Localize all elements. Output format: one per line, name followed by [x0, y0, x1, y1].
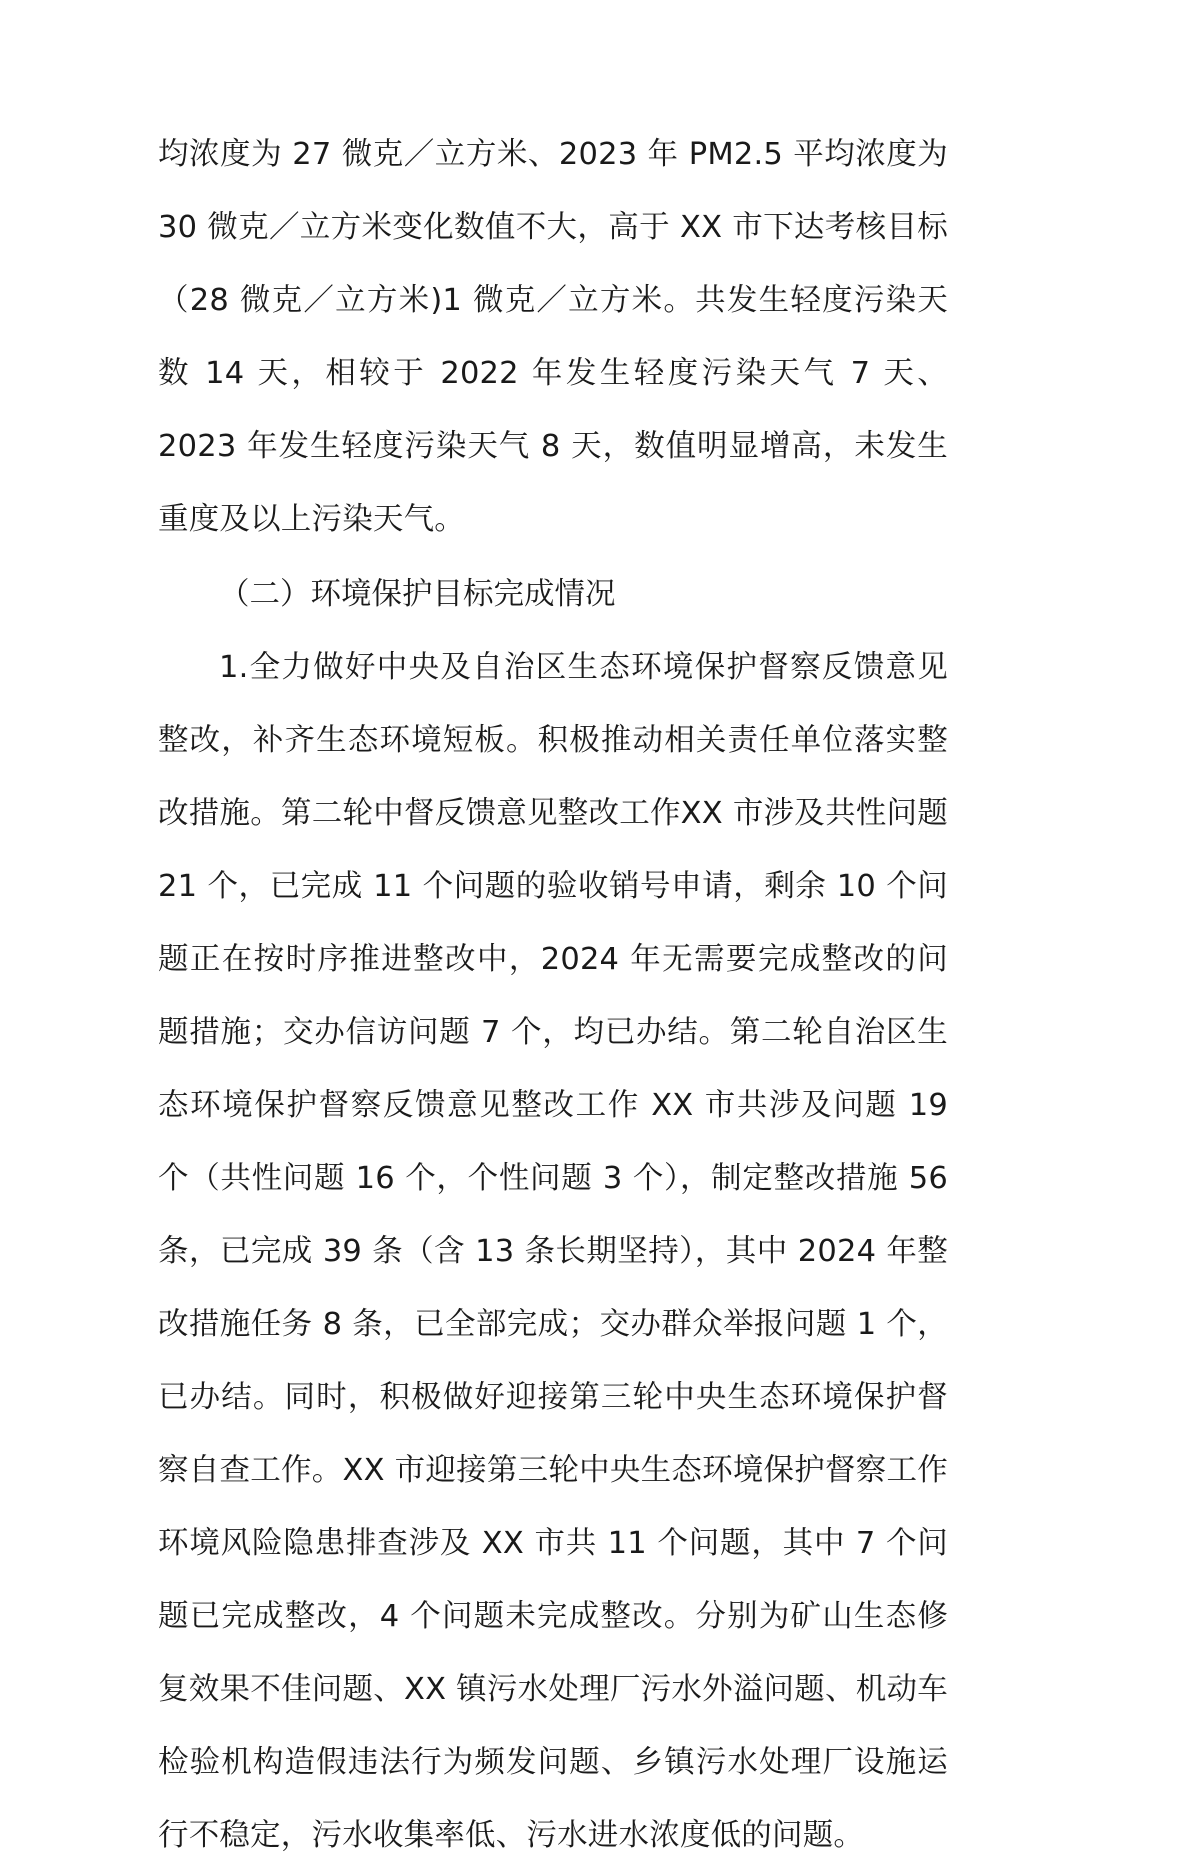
- section-heading-two: （二）环境保护目标完成情况: [219, 577, 616, 612]
- paragraph-item-one: 1.全力做好中央及自治区生态环境保护督察反馈意见整改，补齐生态环境短板。积极推动相关责任单位落实整改措施。第二轮中督反馈意见整改工作XX 市涉及共性问题 21 个，已完成 11 个问题的验收销号申请，剩余 10 个问题正在按时序推进整改中，2024 年无需要完成整改的问题措施；交办信访问题 7 个，均已办结。第二轮自治区生态环境保护督察反馈意见整改工作 XX 市共涉及问题 19 个（共性问题 16 个，个性问题 3 个），制定整改措施 56 条，已完成 39 条（含 13 条长期坚持），其中 2024 年整改措施任务 8 条，已全部完成；交办群众举报问题 1 个，已办结。同时，积极做好迎接第三轮中央生态环境保护督察自查工作。XX 市迎接第三轮中央生态环境保护督察工作环境风险隐患排查涉及 XX 市共 11 个问题，其中 7 个问题已完成整改，4 个问题未完成整改。分别为矿山生态修复效果不佳问题、XX 镇污水处理厂污水外溢问题、机动车检验机构造假违法行为频发问题、乡镇污水处理厂设施运行不稳定，污水收集率低、污水进水浓度低的问题。: [158, 650, 948, 1853]
- document-body: [158, 118, 948, 1872]
- paragraph-air-quality: 均浓度为 27 微克／立方米、2023 年 PM2.5 平均浓度为 30 微克／立方米变化数值不大，高于 XX 市下达考核目标（28 微克／立方米)1 微克／立方米。共发生轻度污染天数 14 天，相较于 2022 年发生轻度污染天气 7 天、2023 年发生轻度污染天气 8 天，数值明显增高，未发生重度及以上污染天气。: [158, 137, 948, 537]
